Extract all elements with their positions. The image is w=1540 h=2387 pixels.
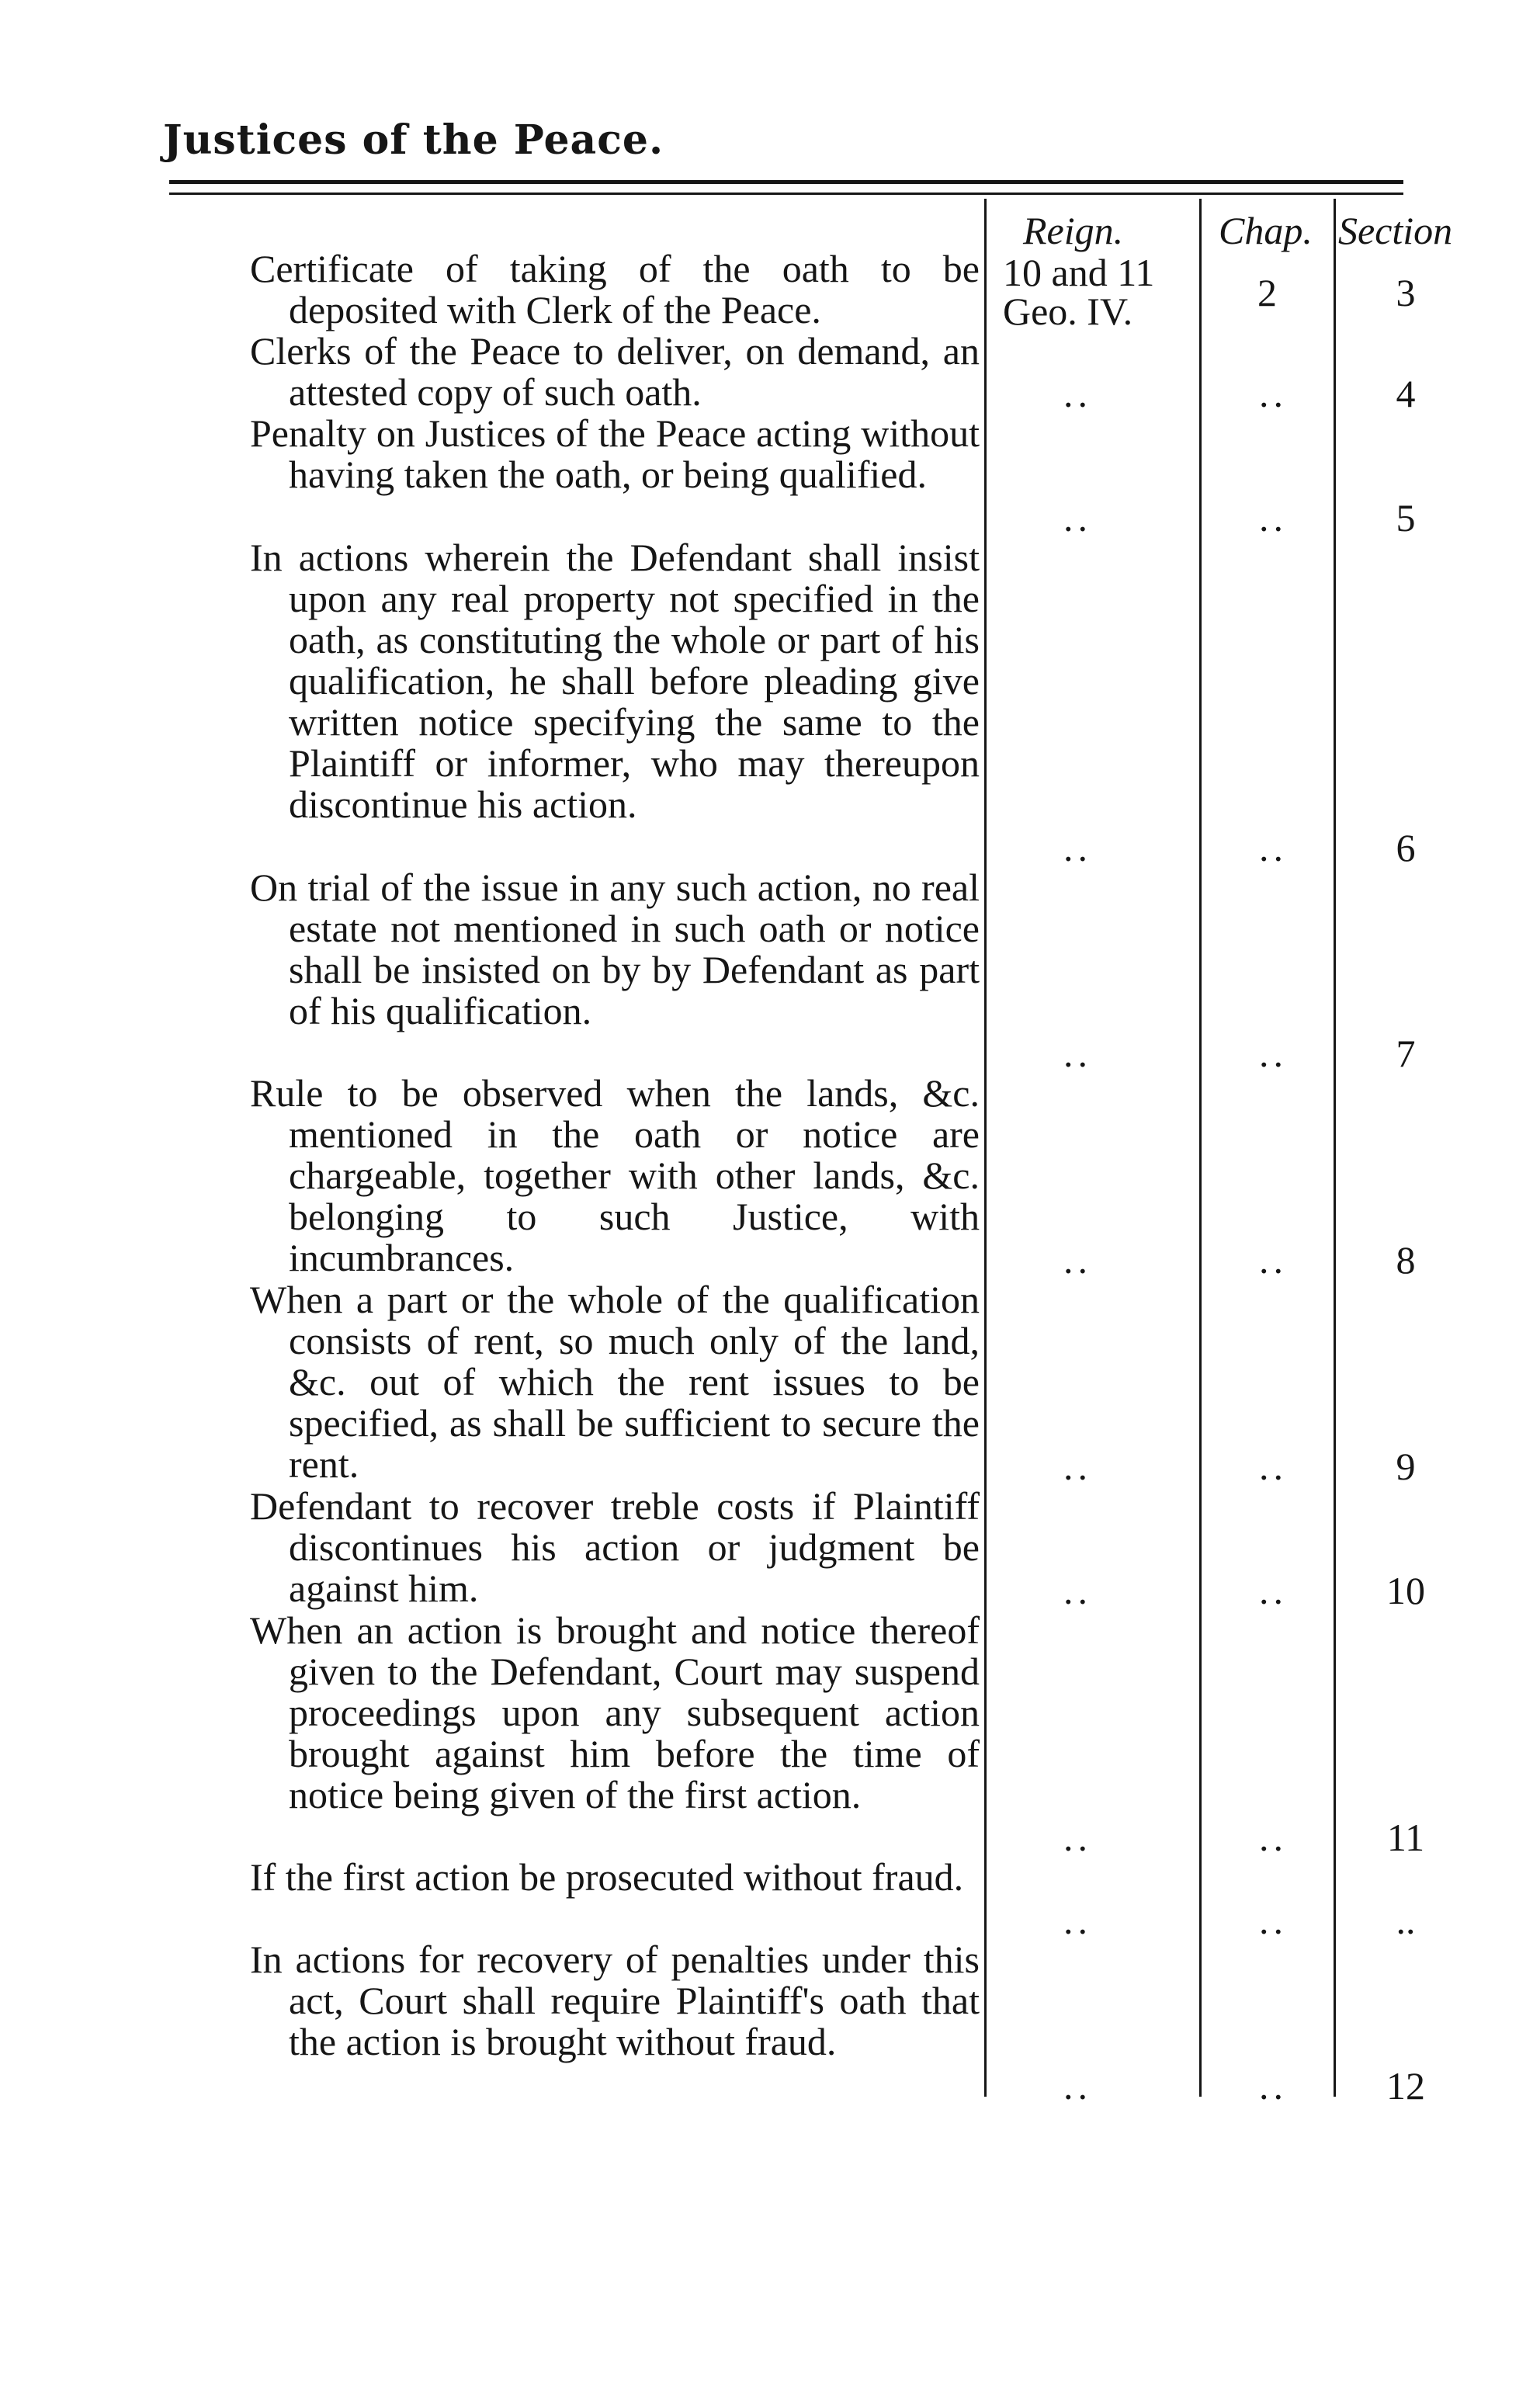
index-entry: If the first action be prosecuted without fraud. <box>250 1855 964 1899</box>
column-header-chap: Chap. <box>1219 209 1313 252</box>
reign-ditto: .. <box>1063 496 1092 540</box>
index-entry: Clerks of the Peace to deliver, on demand, an attested copy of such oath. <box>250 329 980 414</box>
reign-value-line-1: 10 and 11 <box>1003 251 1155 294</box>
chap-ditto: .. <box>1259 496 1288 540</box>
section-value: 9 <box>1396 1445 1416 1488</box>
section-value: 4 <box>1396 372 1416 415</box>
column-divider-text-reign <box>984 199 987 2097</box>
chap-value: 2 <box>1257 271 1277 314</box>
index-entry: When an action is brought and notice thereof given to the Defendant, Court may suspend proceedings upon any subsequent action brought against him before the time of notice being given of the first action. <box>250 1608 980 1816</box>
index-entry: Defendant to recover treble costs if Plaintiff discontinues his action or judgment be against him. <box>250 1484 980 1610</box>
column-header-section: Section <box>1338 209 1453 252</box>
reign-ditto: .. <box>1063 1032 1092 1075</box>
chap-ditto: .. <box>1259 1569 1288 1612</box>
header-rule-thick <box>169 180 1403 184</box>
index-entry: Rule to be observed when the lands, &c. mentioned in the oath or notice are chargeable, together with other lands, &c. belonging to such Justice, with incumbrances. <box>250 1071 980 1279</box>
reign-ditto: .. <box>1063 2064 1092 2108</box>
chap-ditto: .. <box>1259 1899 1288 1942</box>
reign-ditto: .. <box>1063 826 1092 869</box>
reign-ditto: .. <box>1063 1899 1092 1942</box>
column-divider-chap-section <box>1334 199 1336 2097</box>
chap-ditto: .. <box>1259 1445 1288 1488</box>
chap-ditto: .. <box>1259 1238 1288 1282</box>
index-entry: When a part or the whole of the qualification consists of rent, so much only of the land, &c. out of which the rent issues to be specified, as shall be sufficient to secure the rent. <box>250 1278 980 1486</box>
section-value: 6 <box>1396 826 1416 869</box>
index-entry: In actions wherein the Defendant shall insist upon any real property not specified in the oath, as constituting the whole or part of his qualification, he shall before pleading give written notice specifying the same to the Plaintiff or informer, who may thereupon discontinue his action. <box>250 536 980 826</box>
reign-ditto: .. <box>1063 1238 1092 1282</box>
chap-ditto: .. <box>1259 2064 1288 2108</box>
reign-ditto: .. <box>1063 1569 1092 1612</box>
section-value: 11 <box>1386 1816 1425 1859</box>
section-value: 7 <box>1396 1032 1416 1075</box>
column-header-reign: Reign. <box>1023 209 1124 252</box>
section-value: 10 <box>1386 1569 1425 1612</box>
reign-ditto: .. <box>1063 1445 1092 1488</box>
reign-ditto: .. <box>1063 372 1092 415</box>
running-head: Justices of the Peace. <box>163 116 664 164</box>
section-ditto: .. <box>1396 1899 1416 1942</box>
header-rule-thin <box>169 193 1403 195</box>
index-entry: On trial of the issue in any such action, no real estate not mentioned in such oath or notice shall be insisted on by by Defendant as part of his qualification. <box>250 866 980 1032</box>
section-value: 5 <box>1396 496 1416 540</box>
chap-ditto: .. <box>1259 826 1288 869</box>
reign-ditto: .. <box>1063 1816 1092 1859</box>
index-entry: Certificate of taking of the oath to be deposited with Clerk of the Peace. <box>250 247 980 331</box>
section-value: 3 <box>1396 271 1416 314</box>
index-entry: In actions for recovery of penalties under this act, Court shall require Plaintiff's oath that the action is brought without fraud. <box>250 1938 980 2063</box>
section-value: 12 <box>1386 2064 1425 2108</box>
reign-value-line-2: Geo. IV. <box>1003 290 1133 333</box>
index-entry: Penalty on Justices of the Peace acting without having taken the oath, or being qualified. <box>250 411 980 496</box>
chap-ditto: .. <box>1259 372 1288 415</box>
chap-ditto: .. <box>1259 1032 1288 1075</box>
chap-ditto: .. <box>1259 1816 1288 1859</box>
column-divider-reign-chap <box>1199 199 1202 2097</box>
section-value: 8 <box>1396 1238 1416 1282</box>
